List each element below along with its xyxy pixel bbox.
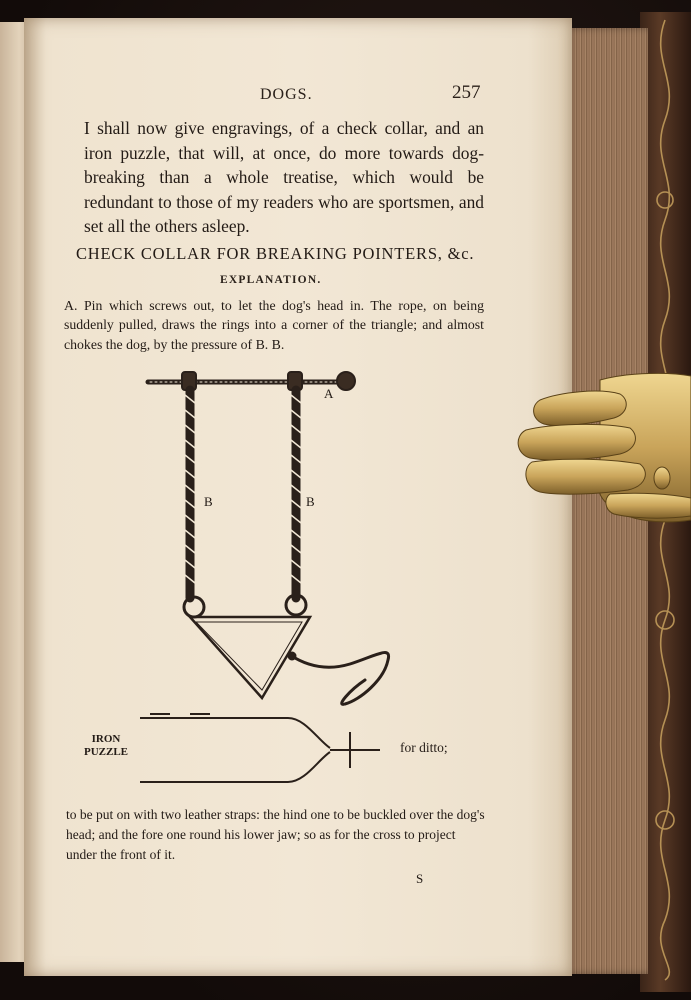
iron-puzzle-label: IRON PUZZLE	[83, 733, 128, 758]
intro-paragraph: I shall now give engravings, of a check collar, and an iron puzzle, that will, at once, do more towards dog-breaking than a whole treatise, which would be redundant to those of my readers who are sportsmen, and set all the others asleep.	[84, 118, 484, 237]
section-heading: CHECK COLLAR FOR BREAKING POINTERS, &c.	[76, 244, 475, 263]
label-b-right: B	[306, 494, 315, 509]
running-head: DOGS.	[260, 86, 313, 103]
label-b-left: B	[204, 494, 213, 509]
page-number: 257	[452, 82, 481, 103]
explanation-text: A. Pin which screws out, to let the dog's head in. The rope, on being suddenly pulled, draws the rings into a corner of the triangle; and almost chokes the dog, by the pressure of B. B.	[64, 298, 484, 352]
iron-puzzle-caption: for ditto;	[400, 740, 448, 755]
explanation-heading: EXPLANATION.	[220, 274, 322, 286]
signature-mark: S	[416, 871, 424, 886]
footer-paragraph: to be put on with two leather straps: the hind one to be buckled over the dog's head; and the fore one round his lower jaw; so as for the cross to project under the front of it.	[66, 807, 485, 862]
label-a: A	[324, 386, 334, 401]
